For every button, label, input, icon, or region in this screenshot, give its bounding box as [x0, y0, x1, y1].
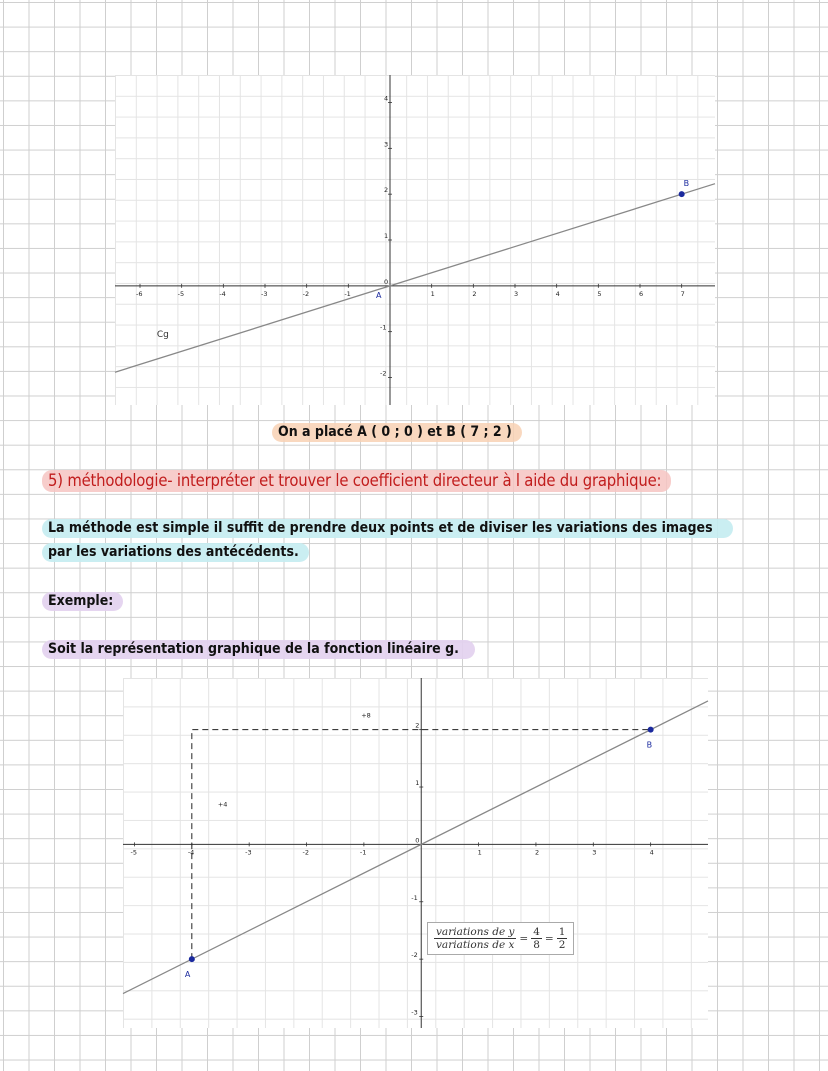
formula-value-fraction: [531, 926, 542, 951]
y-tick-label: -1: [380, 323, 387, 332]
y-tick-label: 0: [384, 277, 389, 286]
curve-label-cg: Cg: [156, 330, 169, 341]
example-label-text: Exemple:: [48, 593, 114, 609]
x-tick-label: 7: [680, 289, 685, 298]
x-tick-label: -6: [136, 289, 143, 298]
y-tick-label: -3: [411, 1008, 418, 1017]
y-tick-label: 2: [415, 721, 420, 730]
x-tick-label: 5: [597, 289, 602, 298]
method-line-1-text: La méthode est simple il suffit de prendre deux points et de diviser les variations des images: [48, 520, 713, 536]
slope-formula: [427, 922, 574, 955]
formula-result-num: 1: [558, 926, 566, 938]
method-line-2: [42, 543, 309, 562]
formula-num-value: 4: [533, 926, 540, 938]
x-tick-label: 3: [514, 289, 519, 298]
x-tick-label: 2: [472, 289, 477, 298]
y-tick-label: 1: [384, 232, 389, 240]
y-tick-label: -2: [411, 951, 418, 960]
dx-label: +8: [361, 711, 371, 720]
graph-2: [123, 678, 708, 1028]
x-tick-label: -1: [344, 289, 351, 298]
point-a-label: A: [376, 290, 382, 300]
section-title: [42, 470, 671, 492]
example-text: [42, 640, 475, 659]
y-tick-label: 3: [384, 140, 389, 149]
formula-den-value: 8: [533, 939, 540, 951]
x-tick-label: -2: [302, 848, 310, 857]
graph-2-plot: [123, 678, 708, 1028]
y-tick-label: -1: [411, 893, 418, 902]
x-tick-label: 3: [592, 848, 597, 857]
x-tick-label: 6: [639, 289, 644, 298]
x-tick-label: -3: [245, 848, 252, 857]
y-tick-label: 1: [415, 779, 420, 788]
point-a-label: A: [184, 970, 191, 980]
formula-num-text: variations de y: [436, 926, 515, 938]
formula-variations-fraction: [434, 926, 516, 951]
formula-den-text: variations de x: [436, 939, 515, 951]
example-label: [42, 592, 123, 611]
x-tick-label: 1: [430, 289, 435, 298]
x-tick-label: 4: [555, 289, 560, 298]
function-line: [115, 184, 715, 373]
x-tick-label: 4: [649, 848, 654, 857]
point-b-label: B: [683, 179, 690, 189]
x-tick-label: -2: [302, 289, 310, 298]
x-tick-label: -4: [187, 848, 195, 857]
formula-result-den: 2: [558, 939, 566, 951]
x-tick-label: 1: [477, 848, 482, 857]
section-title-text: 5) méthodologie- interpréter et trouver le coefficient directeur à l aide du graphique:: [48, 471, 662, 490]
y-tick-label: -2: [380, 369, 387, 378]
y-tick-label: 4: [384, 94, 389, 103]
x-tick-label: 2: [534, 848, 540, 857]
point-b-marker: [679, 191, 685, 197]
point-b-marker: [648, 727, 654, 733]
x-tick-label: -4: [219, 289, 226, 298]
point-a-marker: [189, 956, 195, 962]
y-tick-label: 0: [415, 836, 420, 845]
example-text-content: Soit la représentation graphique de la fonction linéaire g.: [48, 641, 459, 657]
method-line-1: [42, 519, 733, 538]
x-tick-label: -5: [177, 289, 185, 298]
x-tick-label: -3: [261, 289, 268, 298]
method-line-2-text: par les variations des antécédents.: [48, 544, 299, 560]
function-line: [123, 701, 708, 994]
graph-1-plot: [115, 75, 715, 405]
x-tick-label: -5: [130, 848, 137, 857]
formula-equals-2: =: [544, 932, 554, 945]
dy-label: +4: [217, 800, 228, 809]
x-tick-label: -1: [359, 848, 367, 857]
formula-equals-1: =: [519, 932, 529, 945]
points-caption-text: On a placé A ( 0 ; 0 ) et B ( 7 ; 2 ): [278, 424, 512, 440]
graph-1: [115, 75, 715, 405]
point-b-label: B: [646, 740, 653, 750]
points-caption: [272, 423, 522, 442]
formula-result-fraction: [557, 926, 568, 951]
y-tick-label: 2: [384, 186, 389, 195]
